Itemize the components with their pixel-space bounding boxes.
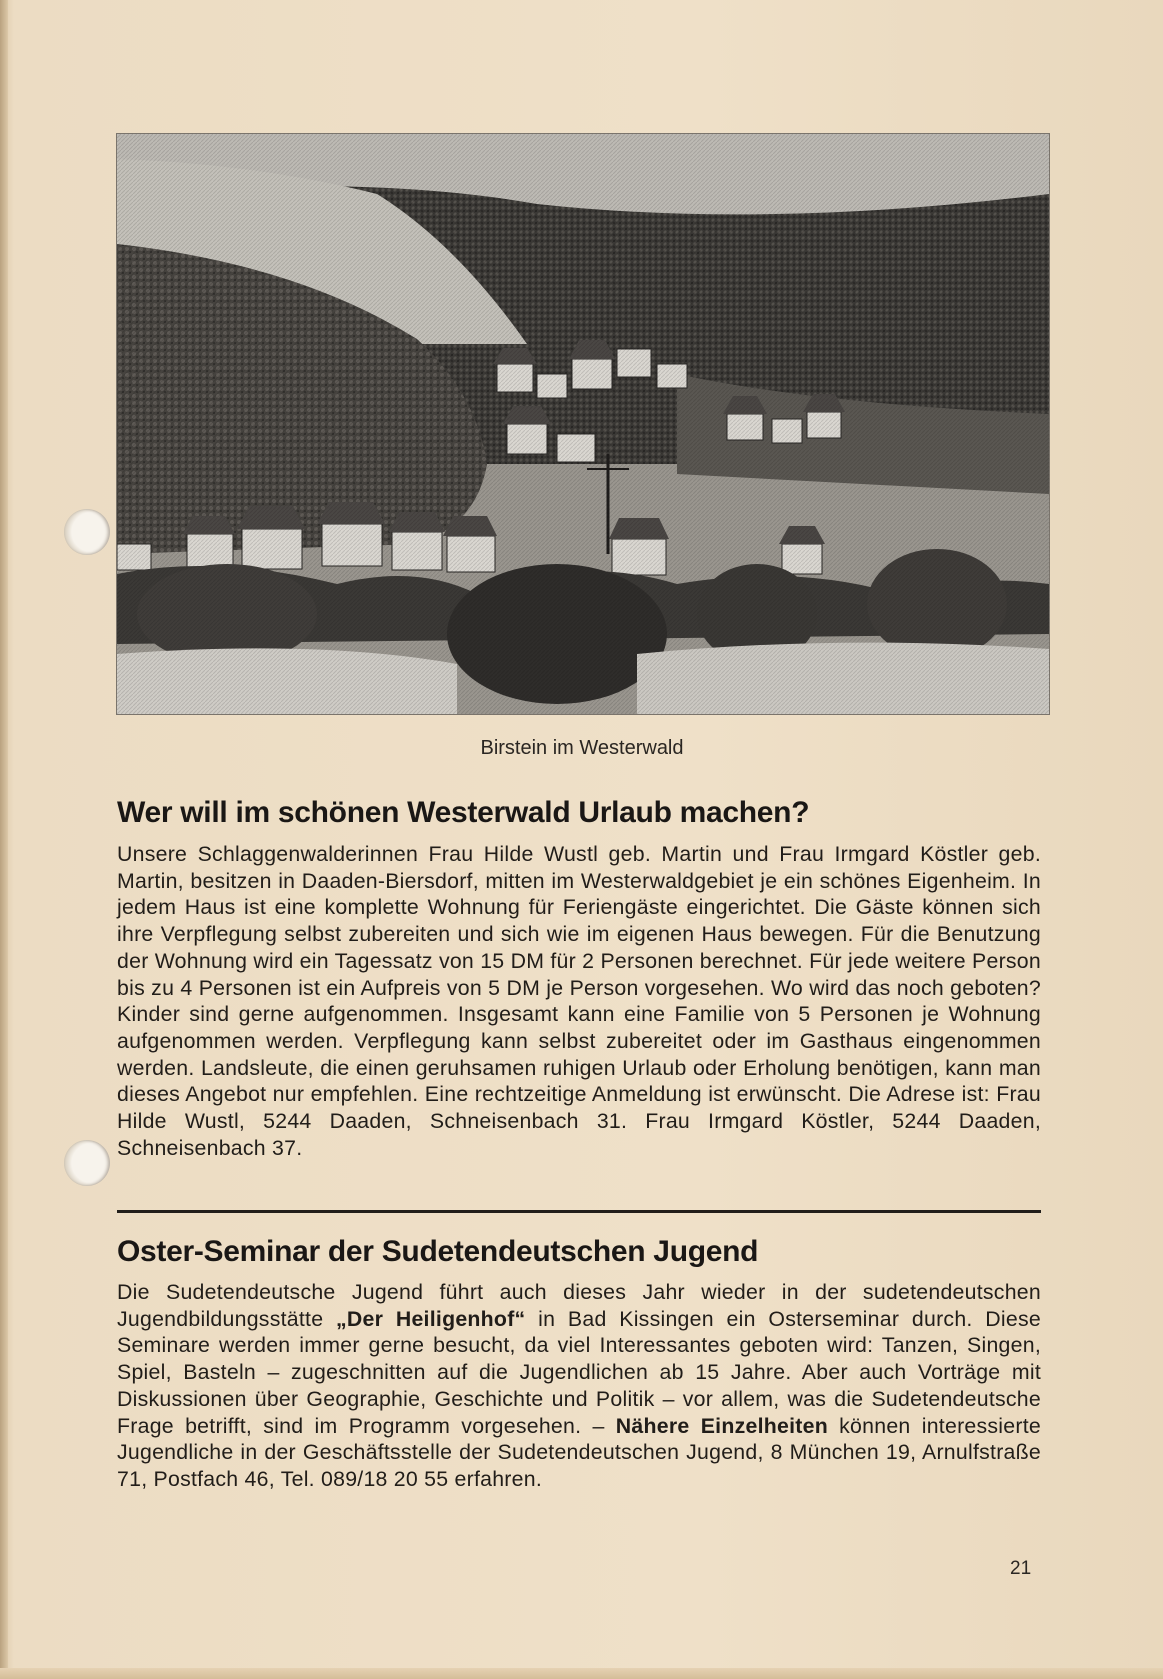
page-number: 21 <box>1010 1558 1032 1579</box>
venue-name-bold: „Der Heiligenhof“ <box>335 1306 526 1331</box>
article-body-oster-seminar <box>117 1279 1041 1493</box>
page-edge <box>0 0 8 1679</box>
section-divider <box>117 1210 1041 1213</box>
punch-hole-lower <box>64 1140 110 1186</box>
body-text-part: in Bad Kissingen ein Osterseminar durch. Diese Seminare werden immer gerne besucht, da viel Interessantes geboten wird: Tanzen, Singen, Spiel, Basteln – zugeschnitten auf die Jugendlichen ab 15 Jahre. Aber auch Vorträge mit Diskussionen über Geographie, Geschichte und Politik – vor allem, was die Sudetendeutsche Frage betrifft, sind im Programm vorgesehen. – <box>117 1306 1041 1438</box>
photo-caption: Birstein im Westerwald <box>480 737 684 759</box>
article-title-westerwald: Wer will im schönen Westerwald Urlaub machen? <box>117 796 810 829</box>
body-text-part: Die Sudetendeutsche Jugend führt auch dieses Jahr wieder in der sudetendeutschen Jugendbildungsstätte <box>117 1280 1041 1331</box>
article-title-oster-seminar: Oster-Seminar der Sudetendeutschen Jugend <box>117 1235 759 1268</box>
article-body-westerwald: Unsere Schlaggenwalderinnen Frau Hilde Wustl geb. Martin und Frau Irmgard Köstler geb. Martin, besitzen in Daaden-Biersdorf, mitten im Westerwaldgebiet je ein schönes Eigenheim. In jedem Haus ist eine komplette Wohnung für Feriengäste eingerichtet. Die Gäste können sich ihre Verpflegung selbst zubereiten und sich wie im eigenen Haus bewegen. Für die Benutzung der Wohnung wird ein Tagessatz von 15 DM für 2 Personen berechnet. Für jede weitere Person bis zu 4 Personen ist ein Aufpreis von 5 DM je Person vorgesehen. Wo wird das noch geboten? Kinder sind gerne aufgenommen. Insgesamt kann eine Familie von 5 Personen je Wohnung aufgenommen werden. Verpflegung kann selbst zubereitet oder im Gasthaus eingenommen werden. Landsleute, die einen geruhsamen ruhigen Urlaub oder Erholung benötigen, kann man dieses Angebot nur empfehlen. Eine rechtzeitige Anmeldung ist erwünscht. Die Adrese ist: Frau Hilde Wustl, 5244 Daaden, Schneisenbach 31. Frau Irmgard Köstler, 5244 Daaden, Schneisenbach 37. <box>117 842 1041 1160</box>
page-edge-bottom <box>0 1668 1163 1679</box>
details-lead-bold: Nähere Einzelheiten <box>615 1413 828 1438</box>
village-photo <box>116 133 1050 715</box>
punch-hole-upper <box>64 509 110 555</box>
body-text-part: können interessierte Jugendliche in der Geschäftsstelle der Sudetendeutschen Jugend, 8 München 19, Arnulfstraße 71, Postfach 46, Tel. 089/18 20 55 erfahren. <box>117 1413 1041 1491</box>
